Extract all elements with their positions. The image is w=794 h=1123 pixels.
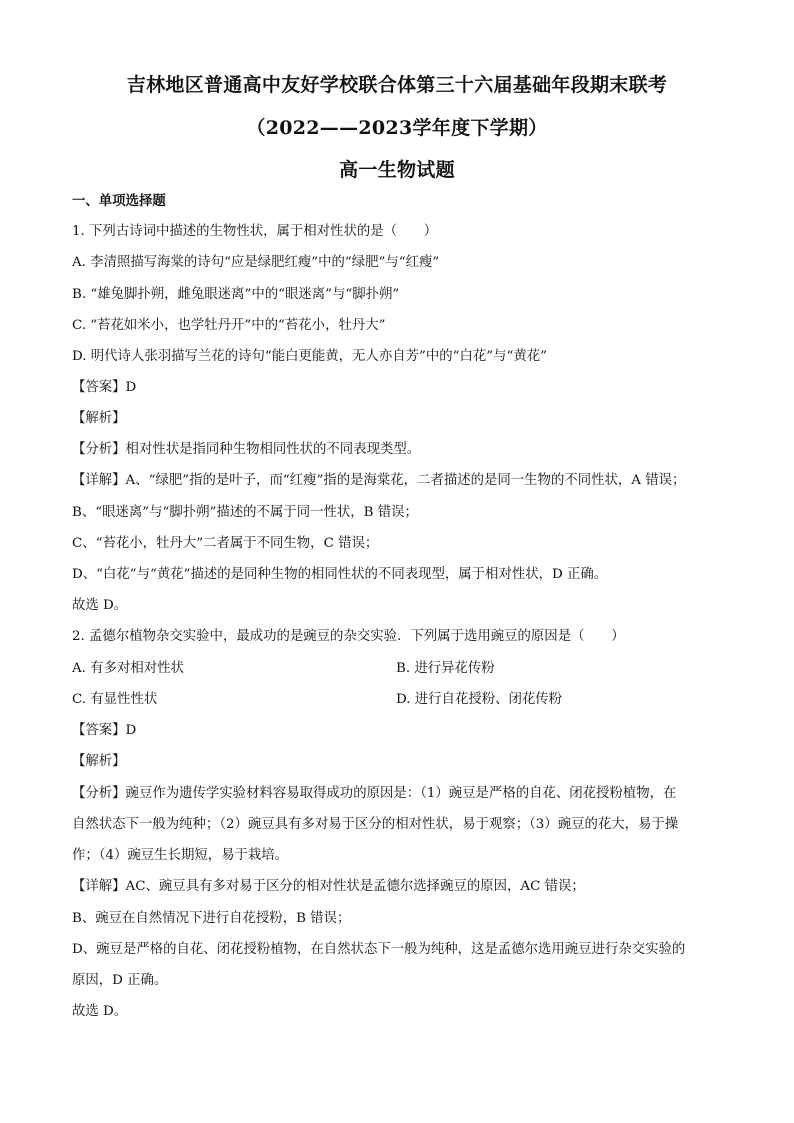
- q2-analysis-label: 【解析】: [72, 754, 126, 769]
- q2-analysis-line2: 自然状态下一般为纯种；（2）豌豆具有多对易于区分的相对性状，易于观察；（3）豌豆的花大，易于操: [72, 817, 679, 832]
- q2-option-d: D. 进行自花授粉、闭花传粉: [396, 692, 563, 707]
- q2-option-a: A. 有多对相对性状: [72, 661, 184, 676]
- q1-answer: 【答案】D: [72, 380, 137, 395]
- q1-conclusion: 故选 D。: [72, 598, 128, 613]
- q2-detail-b: B、豌豆在自然情况下进行自花授粉，B 错误；: [72, 911, 351, 926]
- exam-term: （2022——2023学年度下学期）: [246, 117, 548, 139]
- q1-analysis: 【分析】相对性状是指同种生物相同性状的不同表现类型。: [72, 442, 421, 457]
- q2-detail-d-line1: D、豌豆是严格的自花、闭花授粉植物，在自然状态下一般为纯种，这是孟德尔选用豌豆进行杂交实验的: [72, 942, 686, 957]
- section-heading: 一、单项选择题: [72, 193, 166, 209]
- q1-detail-b: B、“眼迷离”与“脚扑朔”描述的不属于同一性状，B 错误；: [72, 505, 418, 520]
- q1-analysis-label: 【解析】: [72, 411, 126, 426]
- q1-stem: 1. 下列古诗词中描述的生物性状，属于相对性状的是（ ）: [72, 224, 438, 239]
- q2-stem: 2. 孟德尔植物杂交实验中，最成功的是豌豆的杂交实验．下列属于选用豌豆的原因是（ ）: [72, 629, 625, 644]
- q2-analysis-line3: 作；（4）豌豆生长期短，易于栽培。: [72, 848, 289, 863]
- q2-conclusion: 故选 D。: [72, 1004, 128, 1019]
- q1-option-b: B. “雄兔脚扑朔，雌兔眼迷离”中的“眼迷离”与“脚扑朔”: [72, 287, 400, 302]
- exam-title: 吉林地区普通高中友好学校联合体第三十六届基础年段期末联考: [126, 74, 668, 96]
- q2-option-b: B. 进行异花传粉: [396, 661, 495, 676]
- q2-detail-d-line2: 原因，D 正确。: [72, 973, 168, 988]
- q2-detail-ac: 【详解】AC、豌豆具有多对易于区分的相对性状是孟德尔选择豌豆的原因，AC 错误；: [72, 879, 585, 894]
- q1-option-a: A. 李清照描写海棠的诗句“应是绿肥红瘦”中的“绿肥”与“红瘦”: [72, 255, 440, 270]
- q2-option-c: C. 有显性性状: [72, 692, 158, 707]
- exam-subject: 高一生物试题: [339, 159, 455, 181]
- q2-answer: 【答案】D: [72, 723, 137, 738]
- q1-detail-d: D、“白花”与“黄花”描述的是同种生物的相同性状的不同表现型，属于相对性状，D 正确。: [72, 567, 608, 582]
- q1-option-c: C. “苔花如米小，也学牡丹开”中的“苔花小，牡丹大”: [72, 318, 386, 333]
- q1-option-d: D. 明代诗人张羽描写兰花的诗句“能白更能黄，无人亦自芳”中的“白花”与“黄花”: [72, 349, 547, 364]
- q1-detail-a: 【详解】A、“绿肥”指的是叶子，而“红瘦”指的是海棠花，二者描述的是同一生物的不同性状，A 错误；: [72, 473, 686, 488]
- q2-analysis-line1: 【分析】豌豆作为遗传学实验材料容易取得成功的原因是：（1）豌豆是严格的自花、闭花授粉植物，在: [72, 786, 677, 801]
- q1-detail-c: C、“苔花小，牡丹大”二者属于不同生物，C 错误；: [72, 536, 379, 551]
